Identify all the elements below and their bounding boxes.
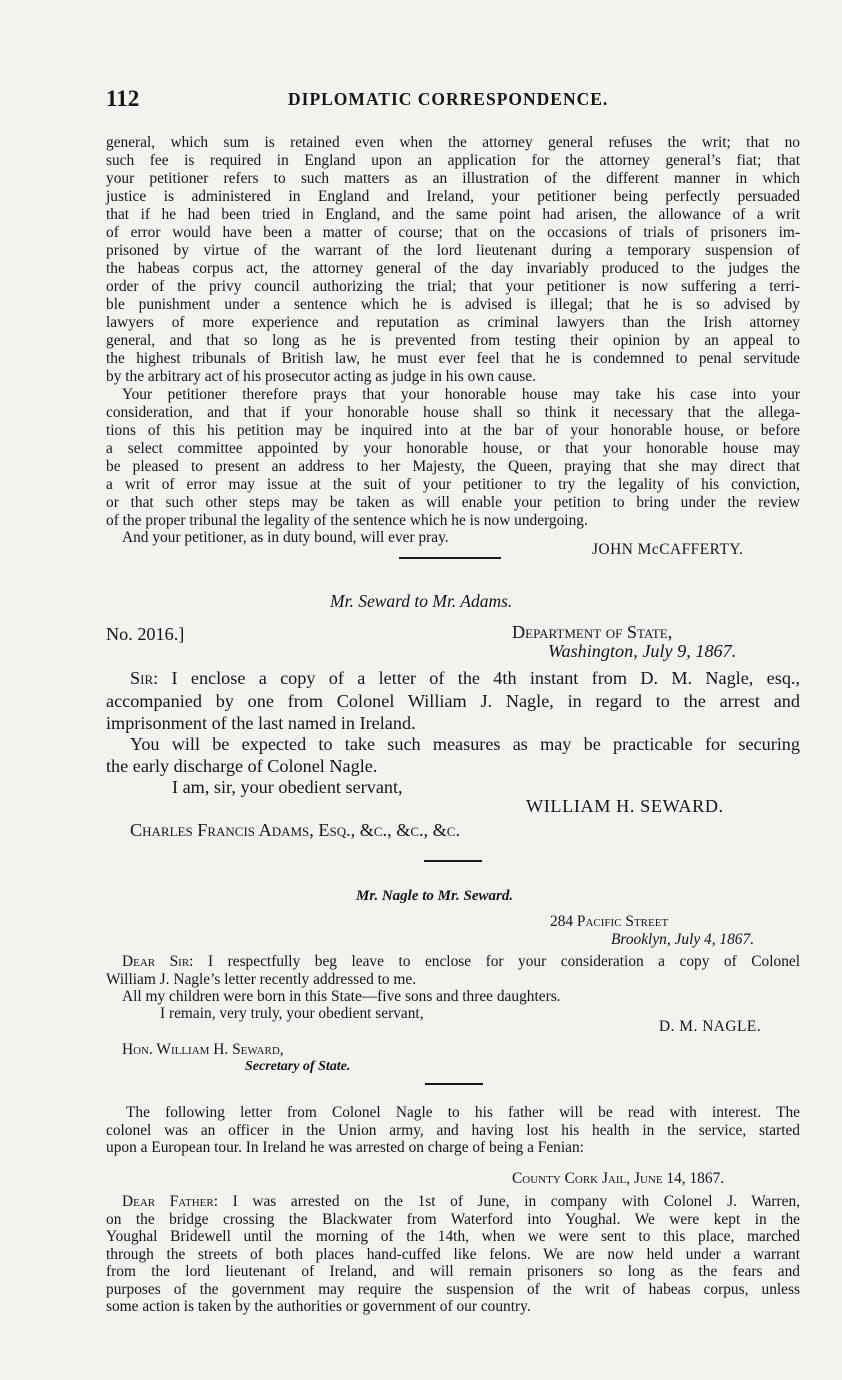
despatch-number: No. 2016.] [106,624,185,644]
salutation: Dear Sir: [122,953,194,970]
petition-line: or that such other steps may be taken as will enable your petition to bring under the review [106,494,800,511]
petition-line: that if he had been tried in England, and the same point had arisen, the allowance of a writ [106,206,800,223]
letter-line: the early discharge of Colonel Nagle. [106,756,378,776]
petition-line: a select committee appointed by your honorable house, or that your honorable house may [106,440,800,457]
letter-line: on the bridge crossing the Blackwater from Waterford into Youghal. We were kept in the [106,1211,800,1228]
petition-line: lawyers of more experience and reputation as criminal lawyers than the Irish attorney [106,314,800,331]
intro-line: upon a European tour. In Ireland he was arrested on charge of being a Fenian: [106,1139,584,1156]
petition-signature: JOHN McCAFFERTY. [592,541,744,558]
department-name: Department of State, [512,622,673,642]
letter-heading: Mr. Seward to Mr. Adams. [330,591,513,611]
addressee: Charles Francis Adams, Esq., &c., &c., &c. [130,820,461,840]
petition-line: prisoned by virtue of the warrant of the lord lieutenant during a temporary suspension of [106,242,800,259]
petition-line: the habeas corpus act, the attorney general of the day invariably produced to the judges the [106,260,800,277]
place-date: County Cork Jail, June 14, 1867. [512,1170,725,1187]
letter-line: accompanied by one from Colonel William J. Nagle, in regard to the arrest and [106,691,800,711]
intro-line: The following letter from Colonel Nagle to his father will be read with interest. The [126,1104,800,1121]
place-date: Washington, July 9, 1867. [548,641,737,661]
petition-line: tions of this his petition may be inquired into at the bar of your honorable house, or before [106,422,800,439]
letter-line: purposes of the government may require the suspension of the writ of habeas corpus, unless [106,1281,800,1298]
letter-line: You will be expected to take such measures as may be practicable for securing [130,734,800,754]
petition-line: of error would have been a matter of course; that on the occasions of trials of prisoners im- [106,224,800,241]
petition-line: And your petitioner, as in duty bound, will ever pray. [122,529,449,546]
petition-line: general, which sum is retained even when the attorney general refuses the writ; that no [106,134,800,151]
addressee-title: Secretary of State. [245,1059,351,1074]
petition-line: consideration, and that if your honorable house shall so think it necessary that the allega- [106,404,800,421]
section-divider [425,1083,483,1085]
letter-signature: WILLIAM H. SEWARD. [526,796,724,816]
addressee: Hon. William H. Seward, [122,1041,284,1058]
letter-line: through the streets of both places hand-cuffed like felons. We are now held under a warrant [106,1246,800,1263]
petition-line: by the arbitrary act of his prosecutor acting as judge in his own cause. [106,368,536,385]
running-title: DIPLOMATIC CORRESPONDENCE. [288,89,609,109]
letter-line: imprisonment of the last named in Ireland. [106,713,416,733]
salutation: Dear Father: [122,1193,218,1210]
letter-line: from the lord lieutenant of Ireland, and will remain prisoners so long as the fears and [106,1263,800,1280]
letter-text: I was arrested on the 1st of June, in company with Colonel J. Warren, [232,1193,800,1210]
section-divider [424,860,482,862]
salutation: Sir: [130,668,159,688]
letter-line: I am, sir, your obedient servant, [172,777,403,797]
letter-line [122,1192,800,1211]
letter-line: All my children were born in this State—five sons and three daughters. [122,988,561,1005]
letter-line: some action is taken by the authorities or government of our country. [106,1298,531,1315]
petition-line: ble punishment under a sentence which he is advised is illegal; that he is so advised by [106,296,800,313]
letter-line: I remain, very truly, your obedient servant, [160,1005,424,1022]
letter-text: I respectfully beg leave to enclose for your consideration a copy of Colonel [207,953,800,970]
letter-line [122,952,800,971]
petition-line: be pleased to present an address to her Majesty, the Queen, praying that she may direct that [106,458,800,475]
letter-line [130,667,800,689]
letter-signature: D. M. NAGLE. [659,1018,762,1035]
petition-line: a writ of error may issue at the suit of your petitioner to try the legality of his conviction, [106,476,800,493]
letter-heading: Mr. Nagle to Mr. Seward. [356,888,514,904]
section-divider [399,557,501,559]
petition-line: your petitioner refers to such matters as an illustration of the different manner in which [106,170,800,187]
intro-line: colonel was an officer in the Union army, and having lost his health in the service, started [106,1122,800,1139]
petition-line: the highest tribunals of British law, he must ever feel that he is condemned to penal servitude [106,350,800,367]
petition-line: of the proper tribunal the legality of the sentence which he is now undergoing. [106,512,588,529]
petition-line: Your petitioner therefore prays that your honorable house may take his case into your [122,386,800,403]
petition-line: order of the privy council authorizing the trial; that your petitioner is now suffering a terri- [106,278,800,295]
letter-line: Youghal Bridewell until the morning of the 14th, when we were sent to this place, marched [106,1228,800,1245]
page-number: 112 [106,86,140,111]
letter-text: I enclose a copy of a letter of the 4th instant from D. M. Nagle, esq., [171,668,801,688]
letter-line: William J. Nagle’s letter recently addressed to me. [106,971,417,988]
petition-line: justice is administered in England and Ireland, your petitioner being perfectly persuaded [106,188,800,205]
place-date: Brooklyn, July 4, 1867. [611,931,755,948]
sender-address: 284 Pacific Street [550,913,669,930]
petition-line: such fee is required in England upon an application for the attorney general’s fiat; that [106,152,800,169]
petition-line: general, and that so long as he is prevented from testing their opinion by an appeal to [106,332,800,349]
